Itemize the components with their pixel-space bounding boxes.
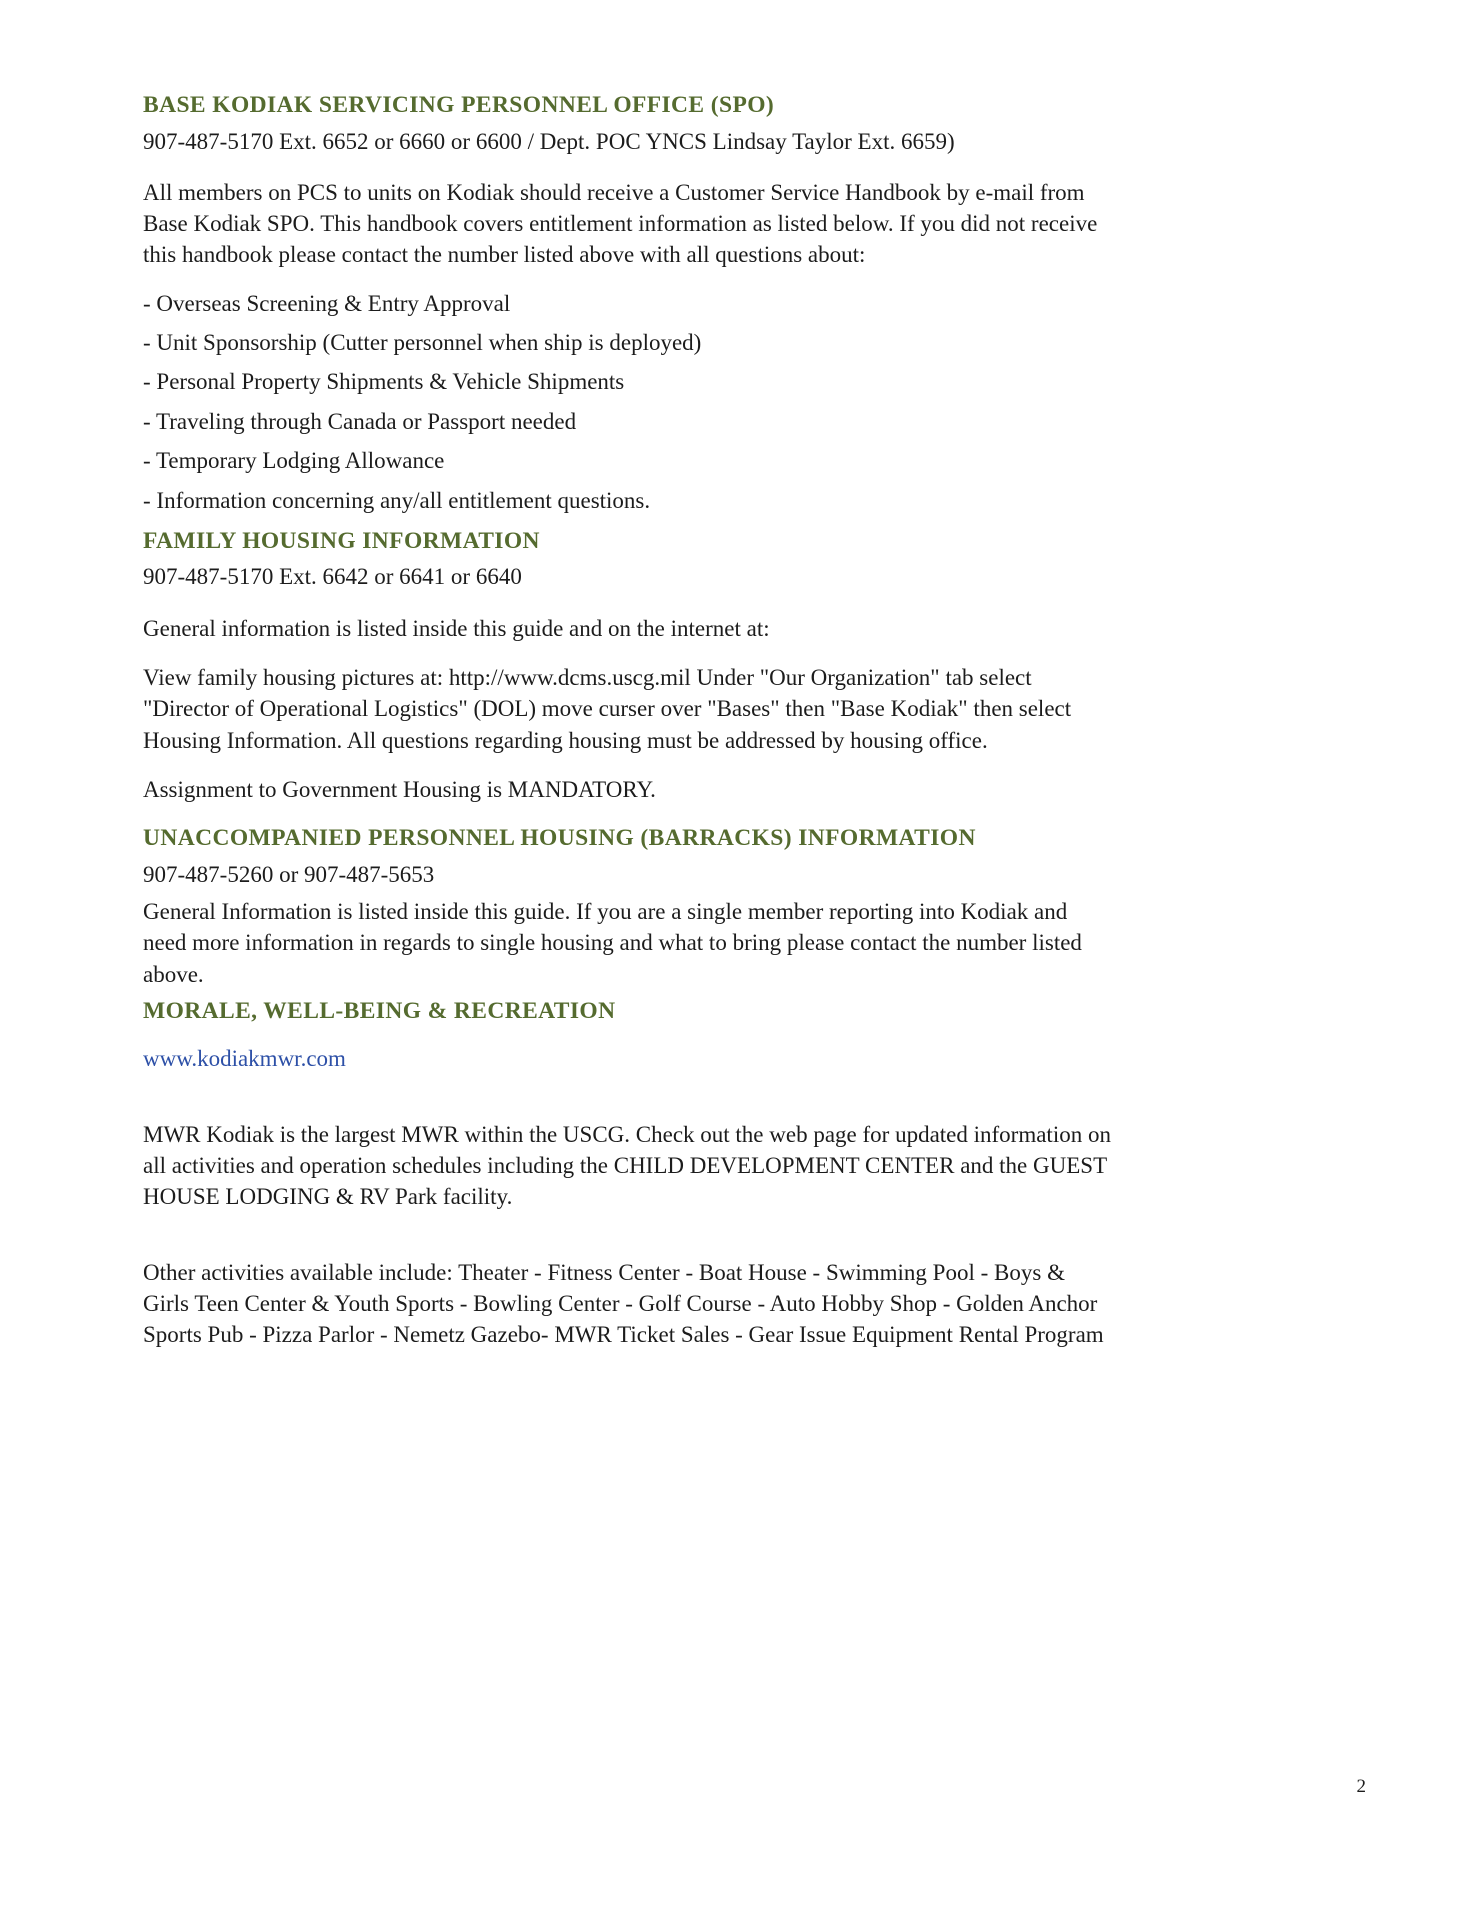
spo-bullet-list: [143, 289, 1114, 516]
bullet-item: - Traveling through Canada or Passport needed: [143, 408, 577, 434]
spo-section-heading: BASE KODIAK SERVICING PERSONNEL OFFICE (SPO): [143, 92, 775, 118]
bullet-item: - Information concerning any/all entitlement questions.: [143, 487, 651, 513]
mwr-website-link[interactable]: www.kodiakmwr.com: [143, 1046, 346, 1072]
barracks-phone-line: 907-487-5260 or 907-487-5653: [143, 861, 435, 887]
family-housing-section-heading: FAMILY HOUSING INFORMATION: [143, 527, 540, 554]
family-housing-paragraph-3: Assignment to Government Housing is MANDATORY.: [143, 776, 656, 802]
barracks-paragraph: General Information is listed inside this guide. If you are a single member reporting into Kodiak and need more information in regards to single housing and what to bring please contact the number listed above.: [143, 899, 1082, 987]
family-housing-paragraph-2: View family housing pictures at: http://www.dcms.uscg.mil Under "Our Organization" tab select "Director of Operational Logistics" (DOL) move curser over "Bases" then "Base Kodiak" then select Housing Information. All questions regarding housing must be addressed by housing office.: [143, 665, 1072, 753]
family-housing-phone-line: 907-487-5170 Ext. 6642 or 6641 or 6640: [143, 564, 522, 590]
bullet-item: - Personal Property Shipments & Vehicle Shipments: [143, 369, 625, 395]
spo-phone-line: 907-487-5170 Ext. 6652 or 6660 or 6600 / Dept. POC YNCS Lindsay Taylor Ext. 6659): [143, 128, 955, 154]
mwr-paragraph-1: MWR Kodiak is the largest MWR within the USCG. Check out the web page for updated information on all activities and operation schedules including the CHILD DEVELOPMENT CENTER and the GUEST HOUSE LODGING & RV Park facility.: [143, 1121, 1111, 1210]
page-number: 2: [1356, 1776, 1366, 1797]
bullet-item: - Unit Sponsorship (Cutter personnel when ship is deployed): [143, 330, 702, 356]
spo-intro-paragraph: All members on PCS to units on Kodiak should receive a Customer Service Handbook by e-mail from Base Kodiak SPO. This handbook covers entitlement information as listed below. If you did not receive this handbook please contact the number listed above with all questions about:: [143, 179, 1098, 268]
bullet-item: - Overseas Screening & Entry Approval: [143, 290, 511, 316]
mwr-link-line: [143, 1044, 1114, 1074]
barracks-section-heading: UNACCOMPANIED PERSONNEL HOUSING (BARRACKS) INFORMATION: [143, 825, 976, 852]
mwr-paragraph-2: Other activities available include: Theater - Fitness Center - Boat House - Swimming Pool - Boys & Girls Teen Center & Youth Sports - Bowling Center - Golf Course - Auto Hobby Shop - Golden Anchor Sports Pub - Pizza Parlor - Nemetz Gazebo- MWR Ticket Sales - Gear Issue Equipment Rental Program: [143, 1259, 1104, 1348]
family-housing-paragraph-1: General information is listed inside this guide and on the internet at:: [143, 615, 770, 641]
mwr-section-heading: MORALE, WELL-BEING & RECREATION: [143, 997, 616, 1024]
bullet-item: - Temporary Lodging Allowance: [143, 448, 445, 474]
